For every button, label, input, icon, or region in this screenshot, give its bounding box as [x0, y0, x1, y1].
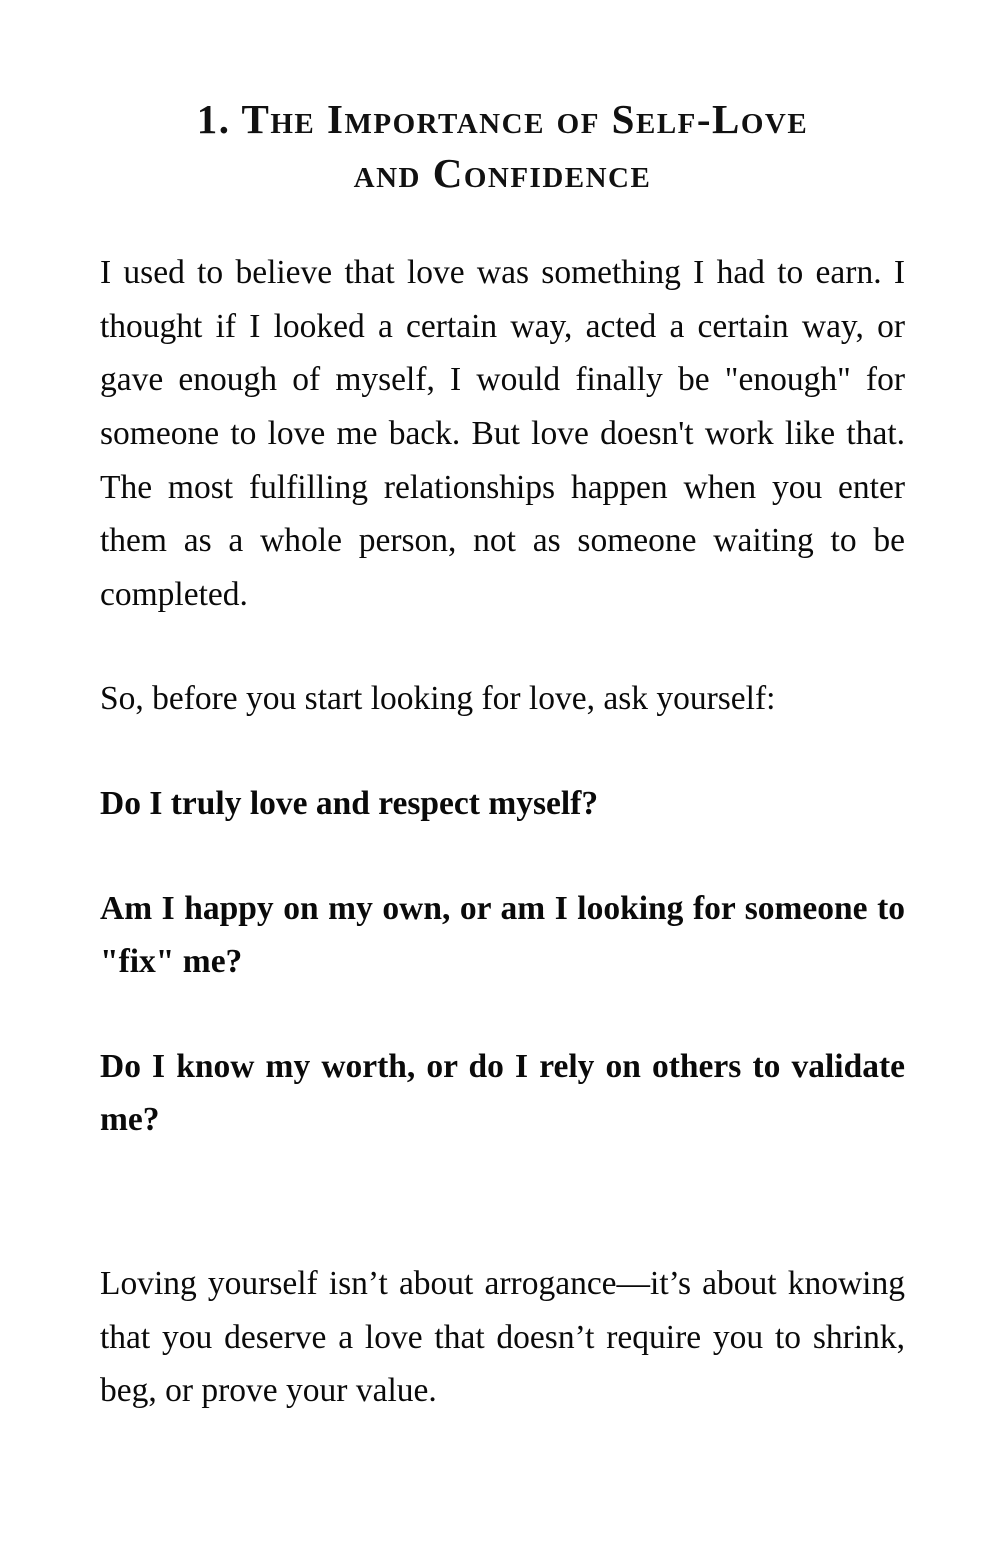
paragraph-intro: I used to believe that love was something I had to earn. I thought if I looked a certain way, acted a certain way, or gave enough of myself, I would finally be "enough" for someone to love me back. But love doesn't work like that. The most fulfilling relationships happen when you enter them as a whole person, not as someone waiting to be completed.: [100, 254, 905, 613]
question-happy-on-own: Am I happy on my own, or am I looking for someone to "fix" me?: [100, 889, 905, 981]
chapter-title-line-2: and Confidence: [353, 150, 652, 197]
chapter-title: [100, 92, 905, 200]
paragraph-closing: Loving yourself isn’t about arrogance—it’s about knowing that you deserve a love that doesn’t require you to shrink, beg, or prove your value.: [100, 1264, 905, 1410]
chapter-title-line-1: 1. The Importance of Self-Love: [196, 96, 809, 142]
question-self-love: Do I truly love and respect myself?: [100, 784, 599, 822]
question-know-worth: Do I know my worth, or do I rely on others to validate me?: [100, 1047, 905, 1139]
paragraph-lead-in: So, before you start looking for love, ask yourself:: [100, 680, 776, 718]
